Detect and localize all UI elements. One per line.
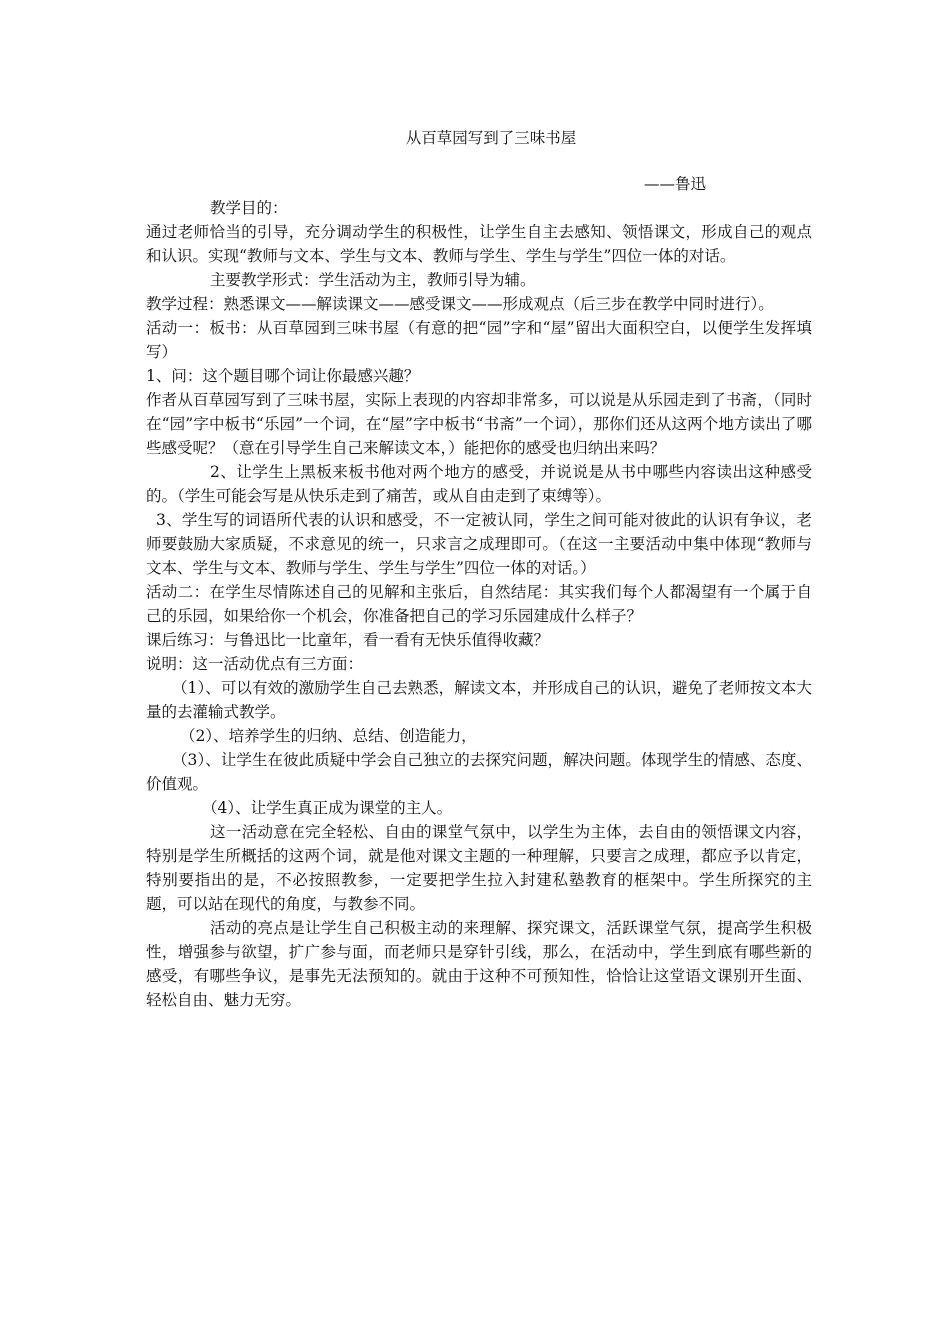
paragraph-notes-heading: 说明：这一活动优点有三方面：: [146, 655, 364, 673]
paragraph-note-4: （4）、让学生真正成为课堂的主人。: [202, 799, 453, 817]
document-body: [146, 126, 812, 1012]
paragraph-note-3: （3）、让学生在彼此质疑中学会自己独立的去探究问题，解决问题。体现学生的情感、态度、价值观。: [146, 751, 812, 793]
paragraph-step-3: 3、学生写的词语所代表的认识和感受，不一定被认同，学生之间可能对彼此的认识有争议，老师要鼓励大家质疑，不求意见的统一，只求言之成理即可。（在这一主要活动中集中体现“教师与文本、学生与文本、教师与学生、学生与学生”四位一体的对话。）: [146, 511, 812, 577]
paragraph-explanation-1: 作者从百草园写到了三味书屋，实际上表现的内容却非常多，可以说是从乐园走到了书斋，（同时在“园”字中板书“乐园”一个词，在“屋”字中板书“书斋”一个词），那你们还从这两个地方读出了哪些感受呢？（意在引导学生自己来解读文本，）能把你的感受也归纳出来吗？: [146, 391, 812, 457]
paragraph-teaching-form: 主要教学形式：学生活动为主，教师引导为辅。: [210, 271, 536, 289]
paragraph-summary-2: 活动的亮点是让学生自己积极主动的来理解、探究课文，活跃课堂气氛，提高学生积极性，增强参与欲望，扩广参与面，而老师只是穿针引线，那么，在活动中，学生到底有哪些新的感受，有哪些争议，是事先无法预知的。就由于这种不可预知性，恰恰让这堂语文课别开生面、轻松自由、魅力无穷。: [146, 919, 812, 1009]
paragraph-note-2: （2）、培养学生的归纳、总结、创造能力，: [180, 727, 477, 745]
paragraph-step-2: 2、让学生上黑板来板书他对两个地方的感受，并说说是从书中哪些内容读出这种感受的。（学生可能会写是从快乐走到了痛苦，或从自由走到了束缚等）。: [146, 463, 812, 505]
paragraph-question-1: 1、问：这个题目哪个词让你最感兴趣？: [146, 367, 420, 385]
paragraph-activity-one: 活动一：板书：从百草园到三味书屋（有意的把“园”字和“屋”留出大面积空白，以便学生发挥填写）: [146, 319, 812, 361]
paragraph-objectives: 通过老师恰当的引导，充分调动学生的积极性，让学生自主去感知、领悟课文，形成自己的观点和认识。实现“教师与文本、学生与文本、教师与学生、学生与学生”四位一体的对话。: [146, 223, 812, 265]
paragraph-homework: 课后练习：与鲁迅比一比童年，看一看有无快乐值得收藏？: [146, 631, 550, 649]
document-title: 从百草园写到了三味书屋: [405, 129, 577, 147]
document-author: ——鲁迅: [643, 175, 706, 193]
paragraph-activity-two: 活动二：在学生尽情陈述自己的见解和主张后，自然结尾：其实我们每个人都渴望有一个属于自己的乐园，如果给你一个机会，你准备把自己的学习乐园建成什么样子？: [146, 583, 812, 625]
paragraph-summary-1: 这一活动意在完全轻松、自由的课堂气氛中，以学生为主体，去自由的领悟课文内容，特别是学生所概括的这两个词，就是他对课文主题的一种理解，只要言之成理，都应予以肯定，特别要指出的是，不必按照教参，一定要把学生拉入封建私塾教育的框架中。学生所探究的主题，可以站在现代的角度，与教参不同。: [146, 823, 812, 913]
paragraph-teaching-process: 教学过程：熟悉课文——解读课文——感受课文——形成观点（后三步在教学中同时进行）。: [146, 295, 774, 313]
section-heading-objectives: 教学目的：: [210, 199, 288, 217]
paragraph-note-1: （1）、可以有效的激励学生自己去熟悉，解读文本，并形成自己的认识，避免了老师按文本大量的去灌输式教学。: [146, 679, 812, 721]
